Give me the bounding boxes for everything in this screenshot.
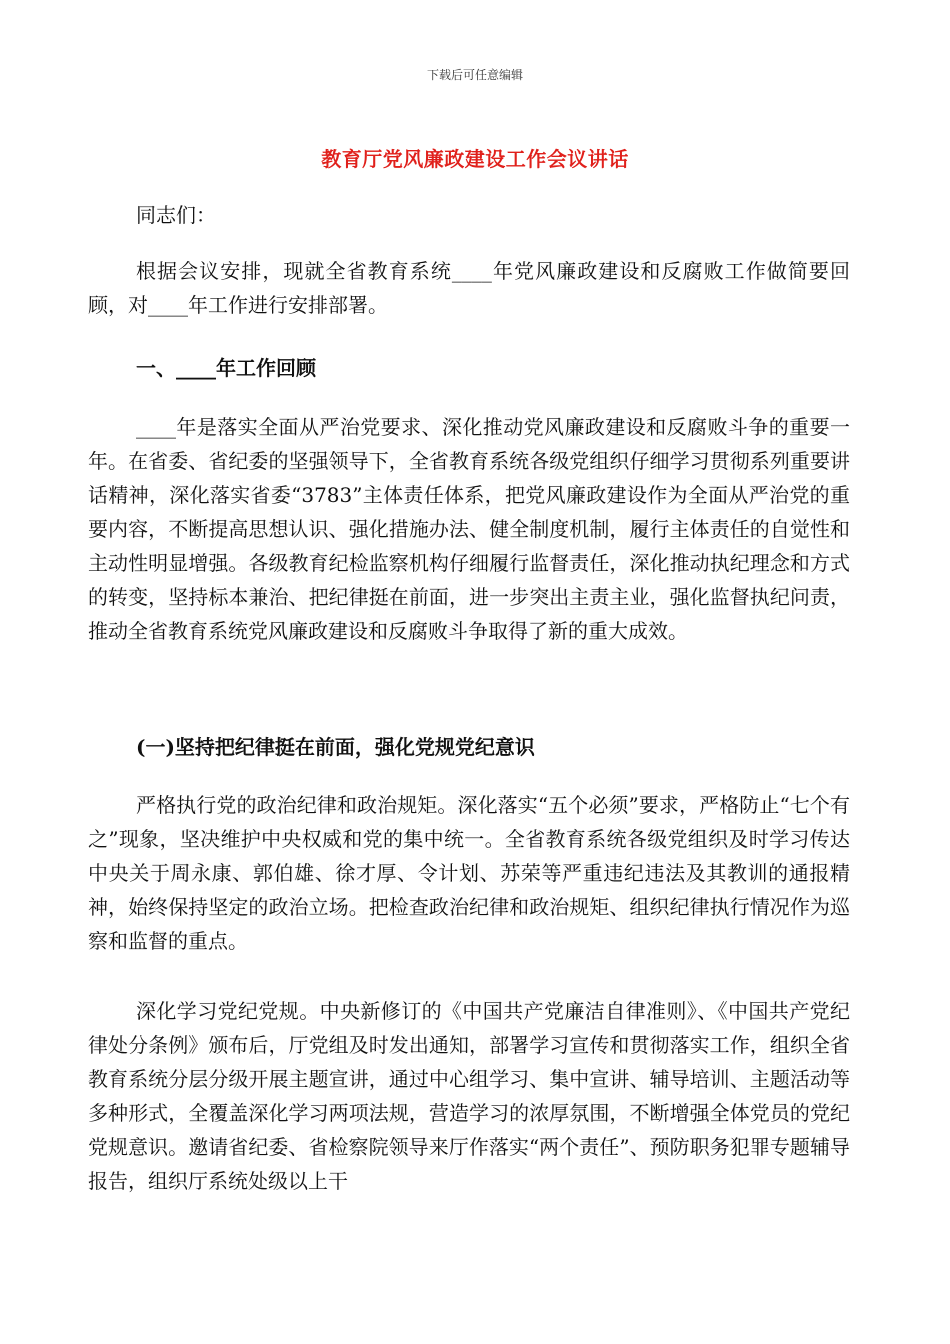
document-title: 教育厅党风廉政建设工作会议讲话	[321, 147, 629, 171]
intro-paragraph: 根据会议安排，现就全省教育系统____年党风廉政建设和反腐败工作做简要回顾，对____年工作进行安排部署。	[88, 259, 850, 317]
section1-paragraph-block	[88, 410, 850, 648]
salutation-block	[88, 198, 850, 232]
intro-block	[88, 254, 850, 322]
subsection1-heading-block	[88, 730, 850, 764]
header-note: 下载后可任意编辑	[426, 68, 523, 82]
section1-heading-block	[88, 351, 850, 385]
salutation: 同志们：	[136, 203, 216, 227]
subsection1-paragraph-2: 深化学习党纪党规。中央新修订的《中国共产党廉洁自律准则》、《中国共产党纪律处分条例》颁布后，厅党组及时发出通知，部署学习宣传和贯彻落实工作，组织全省教育系统分层分级开展主题宣讲，通过中心组学习、集中宣讲、辅导培训、主题活动等多种形式，全覆盖深化学习两项法规，营造学习的浓厚氛围，不断增强全体党员的党纪党规意识。邀请省纪委、省检察院领导来厅作落实“两个责任”、预防职务犯罪专题辅导报告，组织厅系统处级以上干	[88, 999, 850, 1193]
section1-paragraph: ____年是落实全面从严治党要求、深化推动党风廉政建设和反腐败斗争的重要一年。在省委、省纪委的坚强领导下，全省教育系统各级党组织仔细学习贯彻系列重要讲话精神，深化落实省委“3783”主体责任体系，把党风廉政建设作为全面从严治党的重要内容，不断提高思想认识、强化措施办法、健全制度机制，履行主体责任的自觉性和主动性明显增强。各级教育纪检监察机构仔细履行监督责任，深化推动执纪理念和方式的转变，坚持标本兼治、把纪律挺在前面，进一步突出主责主业，强化监督执纪问责，推动全省教育系统党风廉政建设和反腐败斗争取得了新的重大成效。	[88, 415, 850, 643]
section1-heading: 一、____年工作回顾	[136, 356, 316, 380]
subsection1-paragraph1-block	[88, 788, 850, 958]
subsection1-paragraph2-block	[88, 994, 850, 1198]
subsection1-paragraph-1: 严格执行党的政治纪律和政治规矩。深化落实“五个必须”要求，严格防止“七个有之”现象，坚决维护中央权威和党的集中统一。全省教育系统各级党组织及时学习传达中央关于周永康、郭伯雄、徐才厚、令计划、苏荣等严重违纪违法及其教训的通报精神，始终保持坚定的政治立场。把检查政治纪律和政治规矩、组织纪律执行情况作为巡察和监督的重点。	[88, 793, 850, 953]
subsection1-heading: (一)坚持把纪律挺在前面，强化党规党纪意识	[136, 735, 535, 759]
